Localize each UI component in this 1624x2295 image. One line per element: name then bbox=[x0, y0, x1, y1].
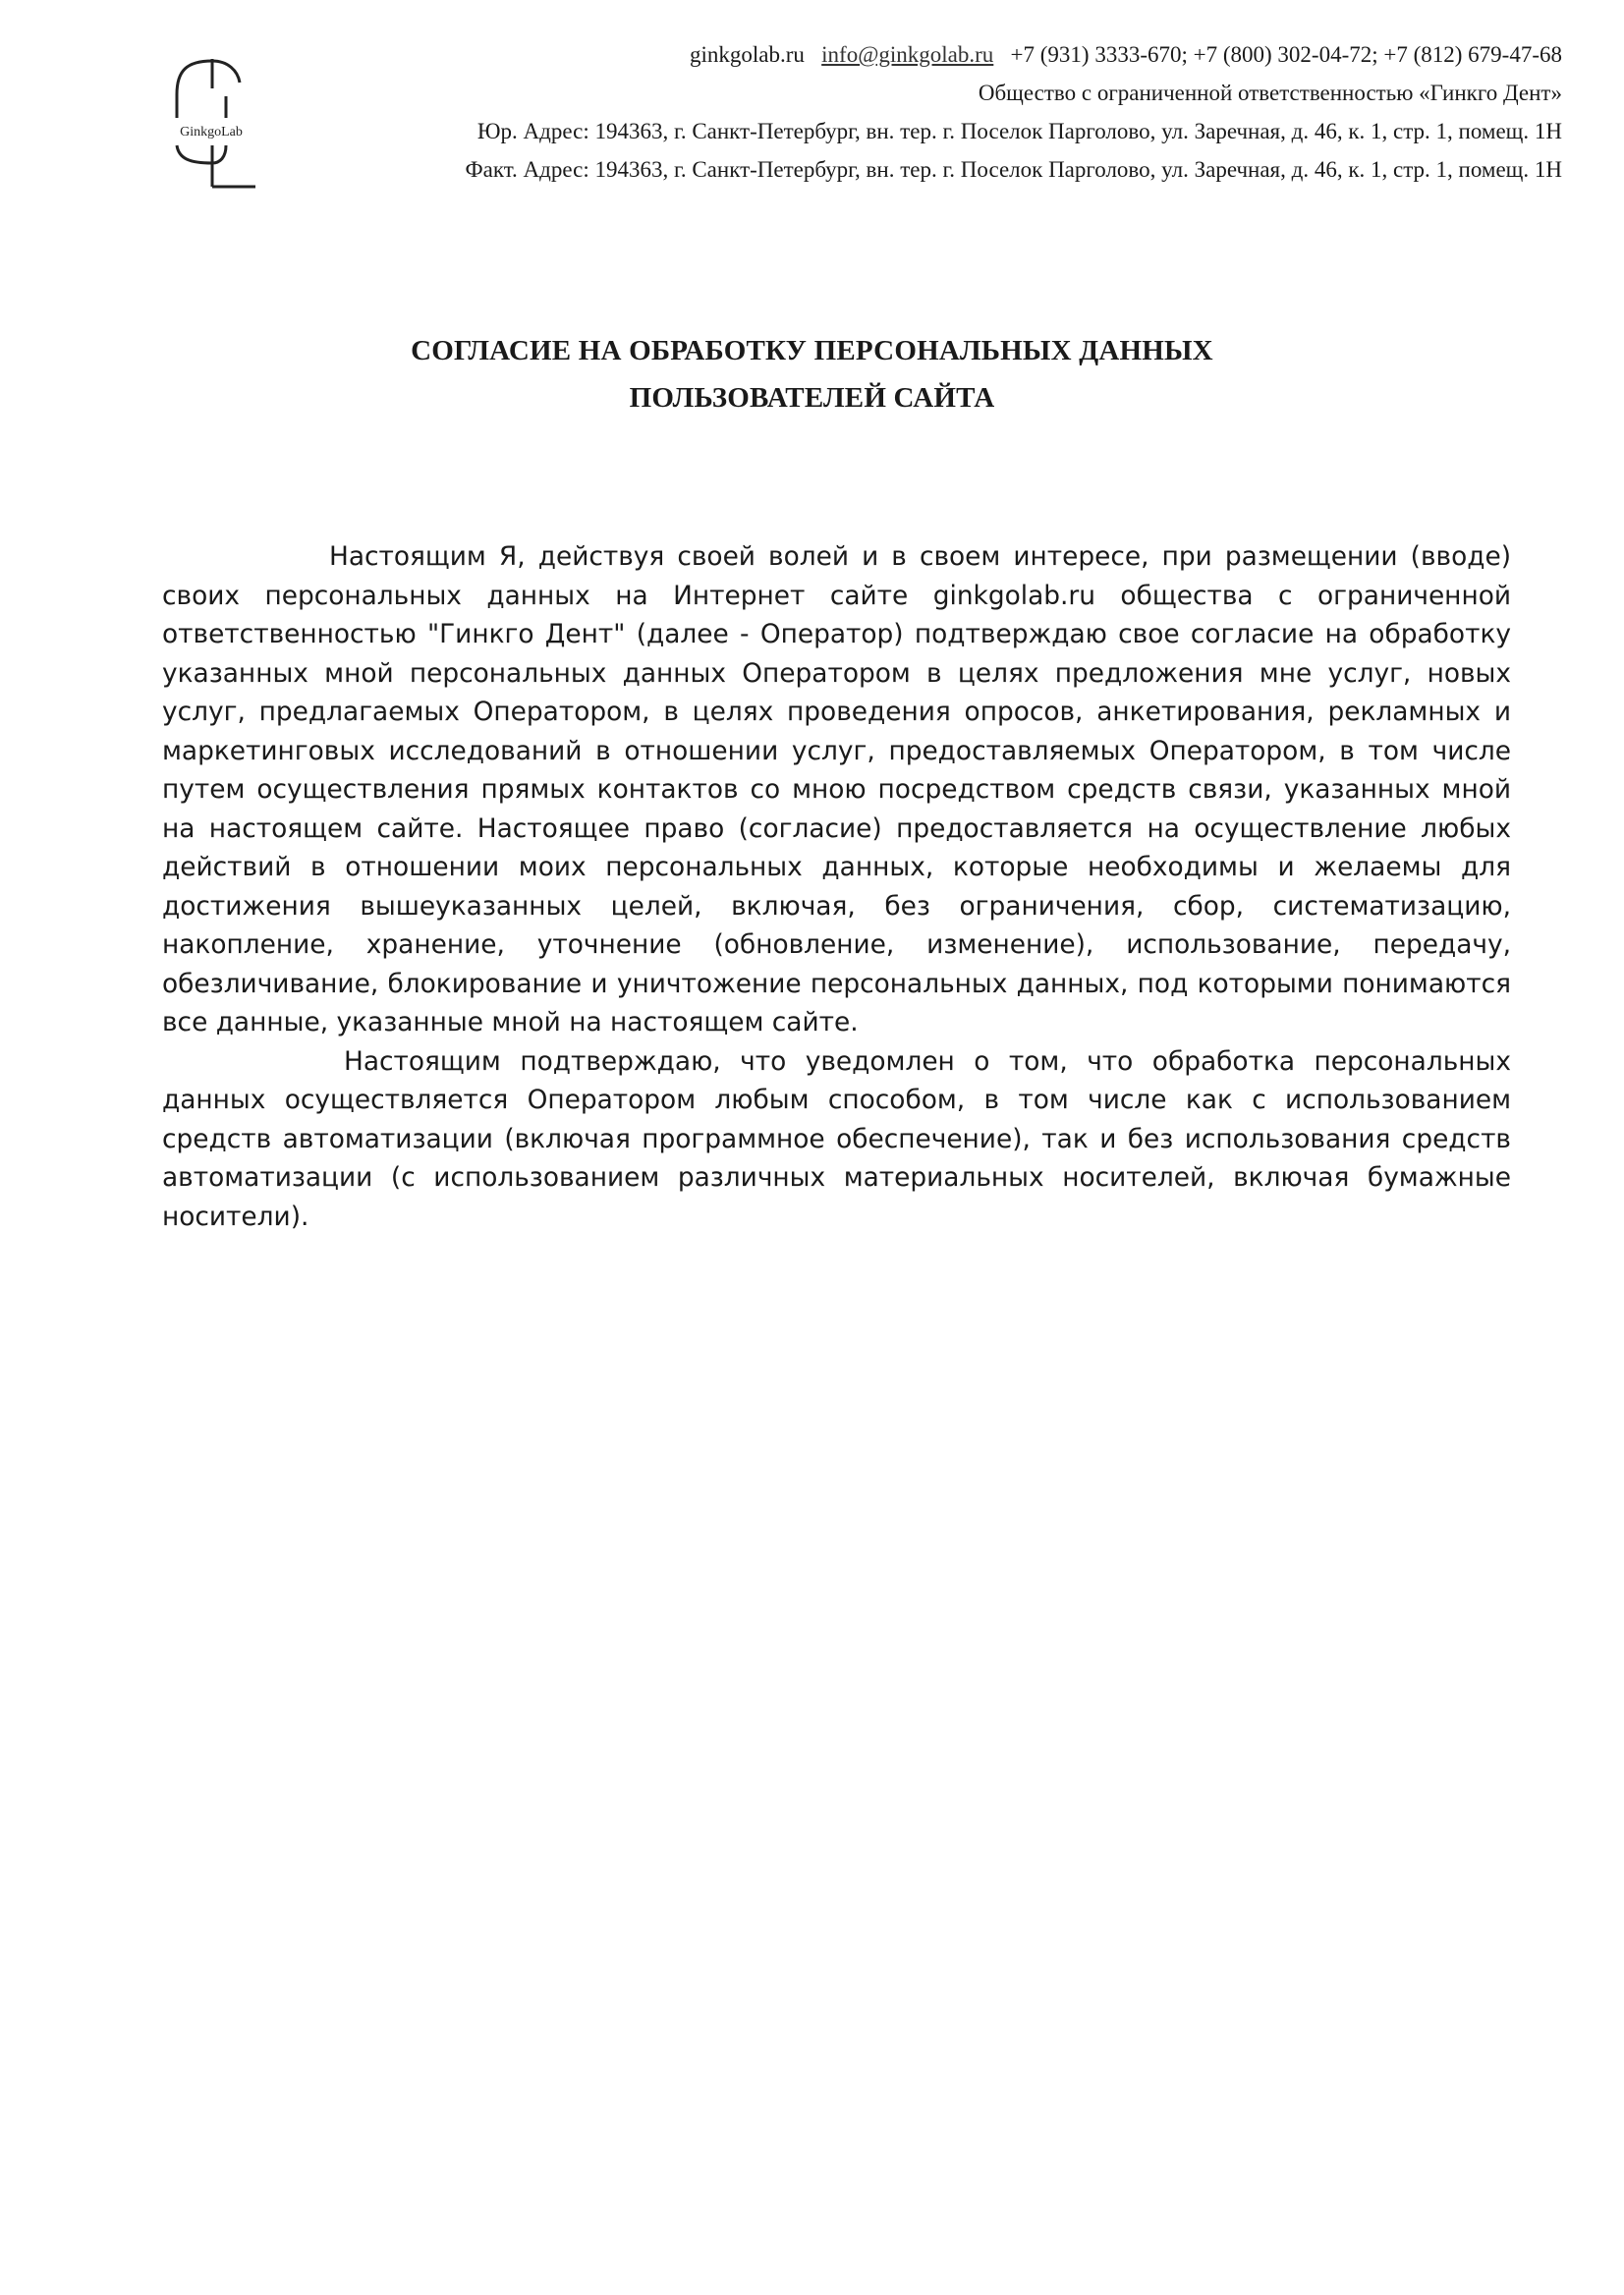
contact-line bbox=[295, 41, 1562, 68]
title-line-1: СОГЛАСИЕ НА ОБРАБОТКУ ПЕРСОНАЛЬНЫХ ДАННЫХ bbox=[411, 335, 1213, 366]
company-name: Общество с ограниченной ответственностью «Гинкго Дент» bbox=[978, 81, 1562, 105]
letterhead bbox=[295, 41, 1562, 195]
ginkgolab-logo bbox=[157, 49, 265, 196]
title-line-2: ПОЛЬЗОВАТЕЛЕЙ САЙТА bbox=[629, 382, 995, 414]
legal-address: Юр. Адрес: 194363, г. Санкт-Петербург, вн. тер. г. Поселок Парголово, ул. Заречная, д. 46, к. 1, стр. 1, помещ. 1Н bbox=[476, 119, 1562, 143]
site-link[interactable]: ginkgolab.ru bbox=[690, 42, 805, 67]
logo-text: GinkgoLab bbox=[180, 125, 243, 140]
notice-paragraph: Настоящим подтверждаю, что уведомлен о том, что обработка персональных данных осуществляется Оператором любым способом, в том числе как с использованием средств автоматизации (включая программное обеспечение), так и без использования средств автоматизации (с использованием различных материальных носителей, включая бумажные носители). bbox=[162, 1045, 1511, 1232]
email-link[interactable]: info@ginkgolab.ru bbox=[821, 42, 994, 67]
document-body bbox=[162, 537, 1511, 1236]
document-title bbox=[0, 327, 1624, 421]
consent-paragraph: Настоящим Я, действуя своей волей и в своем интересе, при размещении (вводе) своих персональных данных на Интернет сайте ginkgolab.ru общества с ограниченной ответственностью "Гинкго Дент" (далее - Оператор) подтверждаю свое согласие на обработку указанных мной персональных данных Оператором в целях предложения мне услуг, новых услуг, предлагаемых Оператором, в целях проведения опросов, анкетирования, рекламных и маркетинговых исследований в отношении услуг, предоставляемых Оператором, в том числе путем осуществления прямых контактов со мною посредством средств связи, указанных мной на настоящем сайте. Настоящее право (согласие) предоставляется на осуществление любых действий в отношении моих персональных данных, которые необходимы и желаемы для достижения вышеуказанных целей, включая, без ограничения, сбор, систематизацию, накопление, хранение, уточнение (обновление, изменение), использование, передачу, обезличивание, блокирование и уничтожение персональных данных, под которыми понимаются все данные, указанные мной на настоящем сайте. bbox=[162, 541, 1511, 1037]
phone-numbers: +7 (931) 3333-670; +7 (800) 302-04-72; +7 (812) 679-47-68 bbox=[1010, 42, 1562, 67]
actual-address: Факт. Адрес: 194363, г. Санкт-Петербург, вн. тер. г. Поселок Парголово, ул. Заречная, д. 46, к. 1, стр. 1, помещ. 1Н bbox=[465, 157, 1562, 182]
ginkgolab-logo-mark bbox=[157, 49, 265, 196]
